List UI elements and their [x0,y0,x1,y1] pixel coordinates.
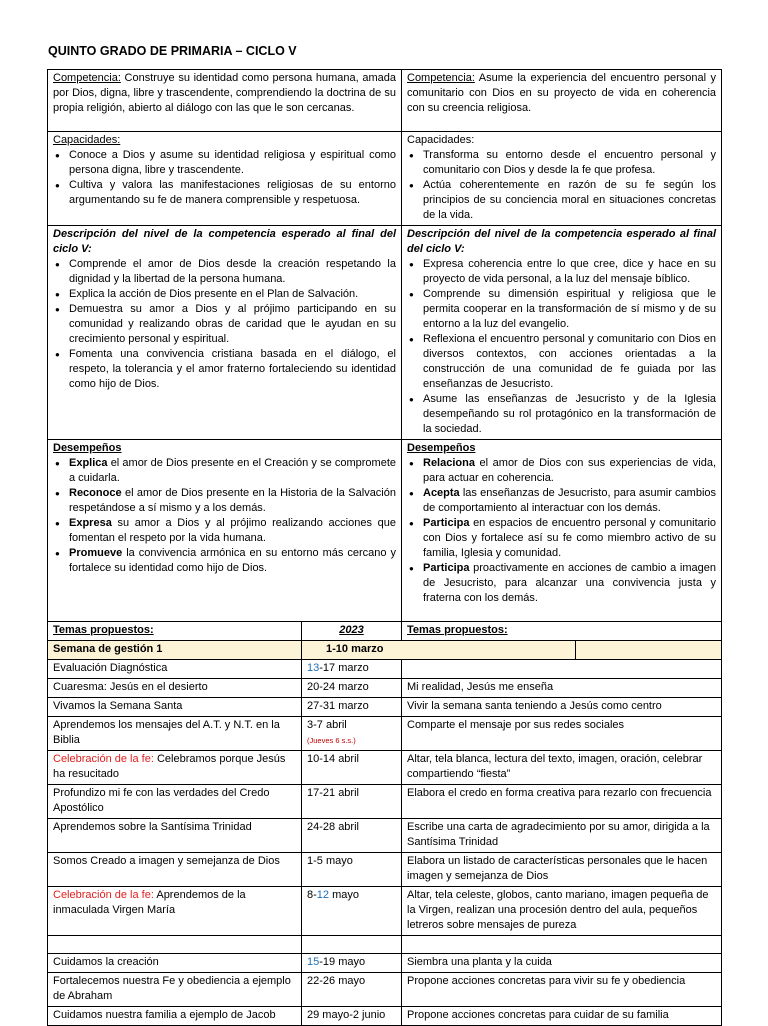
table-row [48,819,722,853]
desempeno-text: en espacios de encuentro personal y comunitario con Dios y fortalece así su fe como miembro activo de su familia, Iglesia y comunidad. [423,517,717,559]
verb: Reconoce [69,487,122,499]
tema-cell [48,660,302,679]
actividad-text: Vivir la semana santa teniendo a Jesús como centro [407,700,662,712]
desempenos-list [53,456,396,576]
actividad-cell [402,954,722,973]
date-cell [302,853,402,887]
date-text: 1-5 mayo [307,855,353,867]
desempeno-text: las enseñanzas de Jesucristo, para asumir cambios de comportamiento al interactuar con los demás. [423,487,717,514]
verb: Participa [423,517,470,529]
competencia-text: Construye su identidad como persona humana, amada por Dios, digna, libre y trascendente, comprendiendo la doctrina de su propia religión, abierto al diálogo con las que le son cercanas. [53,72,396,114]
temas-header-row [48,622,722,641]
desempeno-text: el amor de Dios presente en el Creación y se compromete a cuidarla. [69,457,396,484]
table-row [48,660,722,679]
descripcion-left-cell [48,226,402,440]
tema-text: Vivamos la Semana Santa [53,700,183,712]
verb: Expresa [69,517,112,529]
year-header: 2023 [302,622,402,641]
tema-cell [48,1007,302,1026]
list-item: ● Comprende su dimensión espiritual y religiosa que le permita cooperar en la transformación de sí mismo y de su entorno a la luz del evangelio. [423,287,716,332]
page-title: QUINTO GRADO DE PRIMARIA – CICLO V [48,44,297,58]
date-cell [302,751,402,785]
tema-cell [48,973,302,1007]
celebracion-label: Celebración de la fe: [53,753,154,765]
competencia-text: Asume la experiencia del encuentro personal y comunitario con Dios en su proyecto de vida en coherencia con su creencia religiosa. [407,72,717,114]
date-cell [302,954,402,973]
list-item: ● Cultiva y valora las manifestaciones religiosas de su entorno argumentando su fe de manera comprensible y respetuosa. [69,178,396,208]
actividad-text: Escribe una carta de agradecimiento por su amor, dirigida a la Santísima Trinidad [407,821,710,848]
capacidades-label: Capacidades: [53,134,121,146]
date-text: 20-24 marzo [307,681,369,693]
actividad-text: Elabora un listado de características personales que le hacen imagen y semejanza de Dios [407,855,708,882]
tema-cell [48,785,302,819]
tema-text: Cuidamos la creación [53,956,159,968]
actividad-text: Altar, tela celeste, globos, canto mariano, imagen pequeña de la Virgen, realizan una procesión dentro del aula, pequeños letreros sobre mensajes de pureza [407,889,709,931]
list-item: ● Actúa coherentemente en razón de su fe según los principios de su conciencia moral en situaciones concretas de la vida. [423,178,716,223]
tema-text: Evaluación Diagnóstica [53,662,168,674]
verb: Relaciona [423,457,475,469]
list-item [423,561,716,606]
desempeno-text: proactivamente en acciones de cambio a imagen de Jesucristo, para alcanzar una convivencia justa y fraterna con los demás. [423,562,717,604]
desempenos-right-cell [402,440,722,622]
actividad-text: Siembra una planta y la cuida [407,956,552,968]
date-cell [302,785,402,819]
desempenos-label: Desempeños [53,442,122,454]
table-row [48,751,722,785]
actividad-cell [402,853,722,887]
tema-text: Celebramos porque Jesús ha resucitado [53,753,286,780]
date-text: 22-26 mayo [307,975,366,987]
list-item: ● Transforma su entorno desde el encuentro personal y comunitario con Dios y desde la fe que profesa. [423,148,716,178]
descripcion-label: Descripción del nivel de la competencia esperado al final del ciclo V: [407,228,717,255]
capacidades-label: Capacidades: [407,134,475,146]
list-item: ● Asume las enseñanzas de Jesucristo y de la Iglesia desempeñando su rol protagónico en la transformación de la sociedad. [423,392,716,437]
tema-text: Aprendemos los mensajes del A.T. y N.T. en la Biblia [53,719,280,746]
actividad-cell [402,1007,722,1026]
capacidades-left-cell [48,132,402,226]
competencia-label: Competencia: [407,72,475,84]
tema-cell [48,819,302,853]
band-date: 1-10 marzo [302,641,576,660]
list-item: ● Fomenta una convivencia cristiana basada en el diálogo, el respeto, la tolerancia y el amor fraterno fortaleciendo su identidad como hijo de Dios. [69,347,396,392]
temas-body [48,660,722,1026]
actividad-text: Altar, tela blanca, lectura del texto, imagen, oración, celebrar compartiendo “fiesta” [407,753,703,780]
date-text: 8- [307,889,317,901]
tema-text: Profundizo mi fe con las verdades del Credo Apostólico [53,787,270,814]
date-text: 29 mayo-2 junio [307,1009,386,1021]
actividad-text: Propone acciones concretas para vivir su fe y obediencia [407,975,686,987]
actividad-cell [402,887,722,936]
desempeno-text: la convivencia armónica en su entorno más cercano y fortalece su identidad como hijo de Dios. [69,547,396,574]
desempeno-text: el amor de Dios con sus experiencias de vida, para actuar en coherencia. [423,457,717,484]
list-item: ● Expresa coherencia entre lo que cree, dice y hace en su proyecto de vida personal, a la luz del mensaje bíblico. [423,257,716,287]
list-item [423,516,716,561]
date-cell [302,698,402,717]
tema-cell [48,751,302,785]
date-text: mayo [329,889,359,901]
temas-header-right: Temas propuestos: [402,622,722,641]
list-item [423,456,716,486]
verb: Acepta [423,487,460,499]
list-item: ● Comprende el amor de Dios desde la creación respetando la dignidad y la libertad de la persona humana. [69,257,396,287]
actividad-cell [402,751,722,785]
actividad-cell [402,679,722,698]
actividad-text: Mi realidad, Jesús me enseña [407,681,554,693]
date-highlight: 15 [307,956,320,968]
tema-cell [48,887,302,936]
list-item [69,456,396,486]
verb: Explica [69,457,108,469]
capacidades-list [53,148,396,208]
curriculum-table [47,69,722,1026]
table-row [48,887,722,936]
date-text: 10-14 abril [307,753,359,765]
tema-text: Fortalecemos nuestra Fe y obediencia a ejemplo de Abraham [53,975,291,1002]
date-text: 24-28 abril [307,821,359,833]
date-cell [302,887,402,936]
actividad-cell [402,698,722,717]
capacidades-right-cell [402,132,722,226]
list-item [69,516,396,546]
date-cell [302,973,402,1007]
capacidades-list [407,148,716,223]
desempenos-left-cell [48,440,402,622]
date-text: -17 marzo [319,662,369,674]
actividad-cell [402,973,722,1007]
desempenos-list [407,456,716,606]
date-note: (Jueves 6 s.s.) [307,736,356,745]
actividad-cell [402,717,722,751]
verb: Participa [423,562,470,574]
actividad-text: Comparte el mensaje por sus redes sociales [407,719,625,731]
table-row [48,717,722,751]
tema-cell [48,698,302,717]
list-item: ● Explica la acción de Dios presente en el Plan de Salvación. [69,287,396,302]
date-text: -19 mayo [319,956,366,968]
list-item: ● Reflexiona el encuentro personal y comunitario con Dios en diversos contextos, con acciones orientadas a la construcción de una comunidad de fe guiada por las enseñanzas de Jesucristo. [423,332,716,392]
table-row [48,1007,722,1026]
list-item [69,486,396,516]
tema-text: Aprendemos de la inmaculada Virgen María [53,889,246,916]
list-item: ● Conoce a Dios y asume su identidad religiosa y espiritual como persona digna, libre y trascendente. [69,148,396,178]
tema-text: Somos Creado a imagen y semejanza de Dios [53,855,280,867]
actividad-cell [402,819,722,853]
competencia-right-cell [402,70,722,132]
competencia-label: Competencia: [53,72,121,84]
tema-text: Cuidamos nuestra familia a ejemplo de Jacob [53,1009,276,1021]
competencia-left-cell [48,70,402,132]
list-item [69,546,396,576]
date-text: 3-7 abril [307,719,347,731]
tema-cell [48,853,302,887]
desempeno-text: su amor a Dios y al prójimo realizando acciones que fomentan el respeto por la vida humana. [69,517,396,544]
desempeno-text: el amor de Dios presente en la Historia de la Salvación respetándose a sí mismo y a los demás. [69,487,396,514]
tema-text: Cuaresma: Jesús en el desierto [53,681,208,693]
list-item [423,486,716,516]
verb: Promueve [69,547,123,559]
date-cell [302,679,402,698]
band-label: Semana de gestión 1 [48,641,302,660]
tema-cell [48,936,302,954]
tema-cell [48,954,302,973]
actividad-text: Propone acciones concretas para cuidar de su familia [407,1009,669,1021]
table-row [48,698,722,717]
table-row [48,936,722,954]
date-cell [302,1007,402,1026]
date-cell [302,936,402,954]
tema-cell [48,679,302,698]
date-text: 17-21 abril [307,787,359,799]
tema-text: Aprendemos sobre la Santísima Trinidad [53,821,252,833]
table-row [48,954,722,973]
date-highlight: 13 [307,662,320,674]
competencia-row [48,70,722,132]
date-highlight: 12 [316,889,330,901]
temas-header-left: Temas propuestos: [48,622,302,641]
celebracion-label: Celebración de la fe: [53,889,154,901]
descripcion-right-cell [402,226,722,440]
band-empty [576,641,722,660]
table-row [48,785,722,819]
date-cell [302,819,402,853]
gestion-band-row [48,641,722,660]
actividad-cell [402,660,722,679]
desempenos-row [48,440,722,622]
table-row [48,679,722,698]
tema-cell [48,717,302,751]
actividad-cell [402,785,722,819]
date-text: 27-31 marzo [307,700,369,712]
table-row [48,973,722,1007]
descripcion-row [48,226,722,440]
descripcion-list [53,257,396,392]
capacidades-row [48,132,722,226]
descripcion-list [407,257,716,437]
date-cell [302,660,402,679]
actividad-cell [402,936,722,954]
desempenos-label: Desempeños [407,442,476,454]
list-item: ● Demuestra su amor a Dios y al prójimo participando en su comunidad y realizando obras de caridad que le ayudan en su crecimiento personal y espiritual. [69,302,396,347]
table-row [48,853,722,887]
descripcion-label: Descripción del nivel de la competencia esperado al final del ciclo V: [53,228,396,255]
actividad-text: Elabora el credo en forma creativa para rezarlo con frecuencia [407,787,712,799]
date-cell [302,717,402,751]
